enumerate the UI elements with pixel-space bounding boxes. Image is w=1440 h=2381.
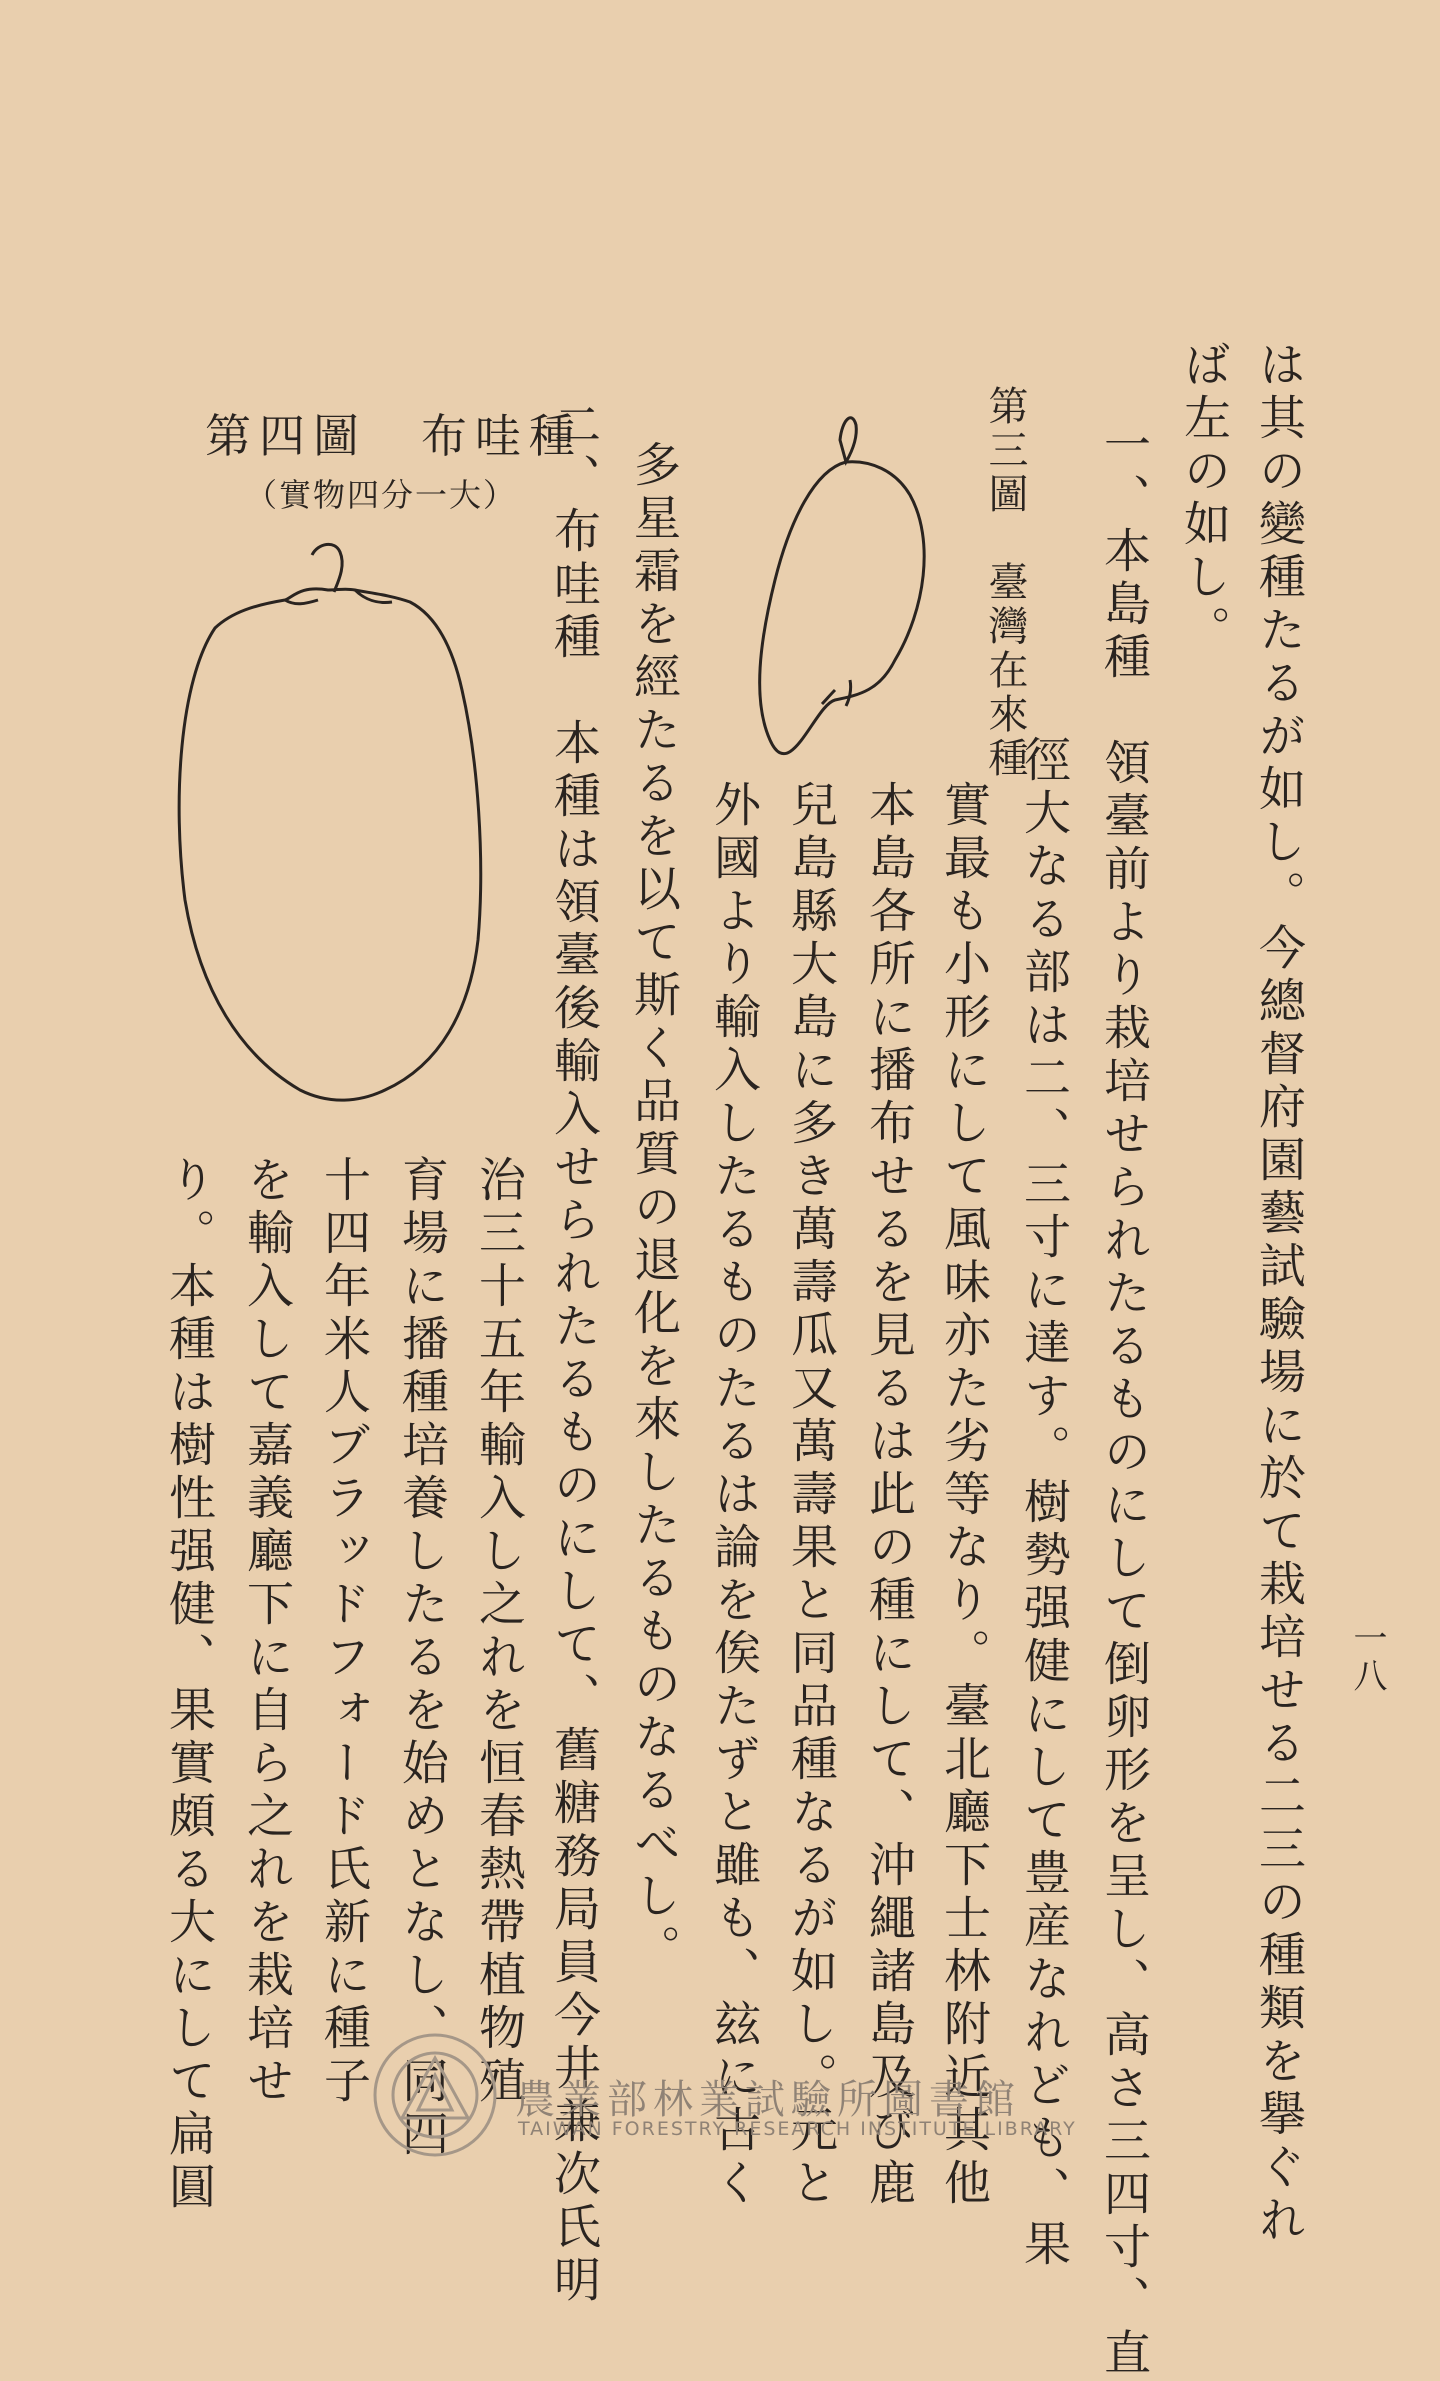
text-column: 實最も小形にして風味亦た劣等なり。臺北廳下士林附近其他 (936, 780, 991, 2211)
text-column: 多星霜を經たるを以て斯く品質の退化を來したるものなるべし。 (626, 440, 681, 1977)
text-column: を輸入して嘉義廳下に自ら之れを栽培せ (239, 1155, 294, 2109)
text-column: り。本種は樹性强健、果實頗る大にして扁圓 (161, 1155, 216, 2215)
figure4-subtitle: （實物四分一大） (245, 476, 518, 514)
text-column: 本島各所に播布せるを見るは此の種にして、沖繩諸島及び鹿 (861, 780, 916, 2211)
text-column: 兒島縣大島に多き萬壽瓜又萬壽果と同品種なるが如し。元と (783, 780, 838, 2211)
text-column: 一、本島種 領臺前より栽培せられたるものにして倒卵形を呈し、高さ三四寸、直 (1096, 420, 1151, 2381)
text-column: 十四年米人ブラッドフォード氏新に種子 (316, 1155, 371, 2109)
text-column: 育場に播種培養したるを始めとなし、同四 (394, 1155, 449, 2162)
figure3-caption: 第三圖 臺灣在來種 (982, 385, 1028, 781)
text-column: 治三十五年輸入し之れを恒春熱帶植物殖 (471, 1155, 526, 2109)
text-column: 徑大なる部は二、三寸に達す。樹勢强健にして豊産なれども、果 (1016, 735, 1071, 2272)
figure3-papaya-drawing (760, 418, 925, 754)
page-number: 一八 (1347, 1620, 1387, 1696)
text-column: ば左の如し。 (1176, 340, 1231, 658)
figure4-title: 第四圖 布哇種 (205, 409, 583, 463)
library-logo-emblem (375, 2035, 495, 2155)
text-column: 外國より輸入したるものたるは論を俟たずと雖も、玆に古く (706, 780, 761, 2211)
library-name-english: TAIWAN FORESTRY RESEARCH INSTITUTE LIBRARY (518, 2118, 1077, 2140)
text-column: は其の變種たるが如し。今總督府園藝試驗場に於て栽培せる二三の種類を擧ぐれ (1251, 340, 1306, 2248)
figure4-papaya-drawing (179, 544, 481, 1100)
library-name: 農業部林業試驗所圖書館 (515, 2077, 1021, 2123)
text-column: 二、布哇種 本種は領臺後輸入せられたるものにして、舊糖務局員今井兼次氏明 (546, 400, 601, 2308)
